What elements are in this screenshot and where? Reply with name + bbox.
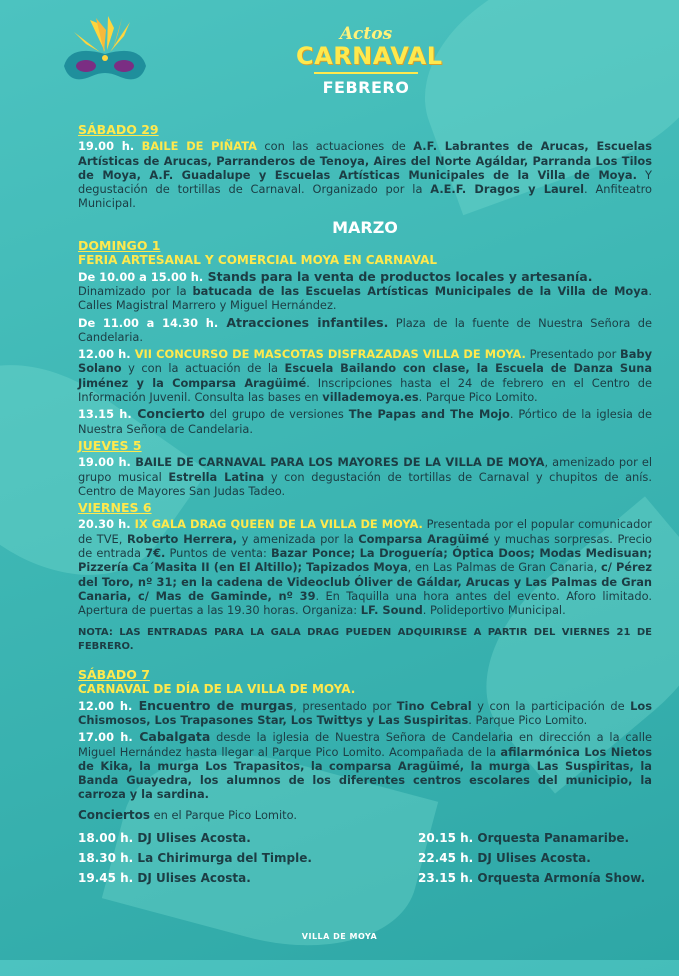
event-performers: batucada de las Escuelas Artísticas Municipales de la Villa de Moya bbox=[192, 283, 649, 298]
event-venue: y con degustación de tortillas de Carnaval y chupitos de anís. Centro de Mayores San Judas Tadeo. bbox=[78, 469, 652, 498]
event-performers: A.F. Labrantes de Arucas, Escuelas Artísticas de Arucas, Parranderos de Tenoya, Aires del Norte Agáldar, Parranda Los Tilos de Moya, A.F. Guadalupe y Escuelas Artísticas Municipales de la Villa de Moya. bbox=[78, 139, 652, 182]
event-price: 7€. bbox=[145, 546, 166, 561]
concert-time: 18.30 h. bbox=[78, 851, 134, 866]
event-cabalgata bbox=[78, 730, 652, 801]
event-text: Y degustación de tortillas de Carnaval. Organizado por la bbox=[78, 167, 652, 197]
event-text: Presentado por bbox=[525, 347, 621, 362]
event-text: y con la actuación de la bbox=[121, 361, 285, 376]
event-venue: Plaza de la fuente de Nuestra Señora de Candelaria. bbox=[78, 315, 652, 344]
event-text: Dinamizado por la bbox=[78, 283, 193, 298]
concert-time: 18.00 h. bbox=[78, 831, 134, 846]
event-text: . En Taquilla una hora antes del evento. Aforo limitado. Apertura de puertas a las 19.30 horas. Organiza: bbox=[78, 588, 652, 618]
event-performers: The Papas and The Mojo bbox=[348, 407, 510, 422]
event-time: 13.15 h. bbox=[78, 407, 132, 422]
event-venue: . Calles Magistral Marrero y Miguel Hernández. bbox=[78, 283, 652, 313]
day-heading-jueves5: JUEVES 5 bbox=[78, 437, 142, 453]
event-title: VII CONCURSO DE MASCOTAS DISFRAZADAS VILLA DE MOYA. bbox=[130, 347, 526, 362]
month-heading: MARZO bbox=[332, 217, 398, 237]
concert-name: DJ Ulises Acosta. bbox=[133, 831, 251, 846]
subheading-carnaval-dia: CARNAVAL DE DÍA DE LA VILLA DE MOYA. bbox=[78, 682, 356, 697]
event-text: y muchas sorpresas. Precio de entrada bbox=[78, 531, 652, 561]
concert-row bbox=[418, 868, 652, 888]
event-time: 19.00 h. bbox=[78, 455, 131, 470]
subheading-feria: FERIA ARTESANAL Y COMERCIAL MOYA EN CARNAVAL bbox=[78, 253, 438, 268]
event-title: Stands para la venta de productos locales y artesanía. bbox=[203, 268, 593, 284]
event-text: y amenizada por la bbox=[237, 531, 359, 546]
event-text: , en Las Palmas de Gran Canaria, bbox=[407, 560, 601, 575]
event-venue: . Parque Pico Lomito. bbox=[468, 712, 588, 727]
event-text: . Inscripciones hasta el 24 de febrero en el Centro de Información Juvenil. Consulta las bases en bbox=[78, 375, 652, 405]
event-baile-mayores bbox=[78, 455, 652, 498]
event-title: Cabalgata bbox=[132, 729, 211, 745]
event-text: Presentada por el popular comunicador de TVE, bbox=[78, 517, 652, 546]
event-text: Puntos de venta: bbox=[165, 546, 271, 561]
event-time: De 10.00 a 15.00 h. bbox=[78, 269, 204, 284]
event-time: 17.00 h. bbox=[78, 730, 133, 745]
event-performers: afilarmónica Los Nietos de Kika, la murga Los Trapasitos, la comparsa Aragüimé, la murga Las Suspiritas, la Banda Guayedra, los alumnos de los diferentes centros escolares del municipio, la carroza y la sardina. bbox=[78, 744, 652, 802]
event-venue: . Parque Pico Lomito. bbox=[418, 390, 538, 405]
concert-time: 22.45 h. bbox=[418, 851, 474, 866]
event-venue: . Pórtico de la iglesia de Nuestra Señora de Candelaria. bbox=[78, 407, 652, 436]
event-website: villademoya.es bbox=[322, 390, 419, 405]
concerts-heading bbox=[78, 808, 652, 822]
title-febrero: FEBRERO bbox=[322, 78, 410, 97]
concerts-label: Conciertos bbox=[78, 807, 150, 822]
concert-row bbox=[418, 828, 652, 848]
day-heading-sabado29: SÁBADO 29 bbox=[78, 122, 159, 137]
concerts-venue: en el Parque Pico Lomito. bbox=[150, 807, 298, 822]
program-content bbox=[78, 120, 652, 888]
title-actos: Actos bbox=[339, 24, 393, 44]
event-murgas bbox=[78, 699, 652, 728]
concerts-column-right bbox=[418, 828, 652, 888]
concerts-column-left bbox=[78, 828, 418, 888]
event-text: , amenizado por el grupo musical bbox=[78, 455, 652, 484]
event-stands bbox=[78, 270, 652, 313]
event-presenter: Roberto Herrera, bbox=[126, 531, 238, 546]
event-concierto bbox=[78, 407, 652, 436]
event-performers: Los Chismosos, Los Trapasones Star, Los Twittys y Las Suspiritas bbox=[78, 698, 653, 727]
concert-name: Orquesta Armonía Show. bbox=[473, 871, 646, 886]
concert-name: DJ Ulises Acosta. bbox=[133, 871, 251, 886]
event-text: desde la iglesia de Nuestra Señora de Candelaria en dirección a la calle Miguel Hernández hasta llegar al Parque Pico Lomito. Acompañada de la bbox=[78, 730, 652, 759]
day-heading-domingo1: DOMINGO 1 bbox=[78, 238, 161, 254]
event-title: BAILE DE PIÑATA bbox=[141, 139, 257, 154]
event-title: BAILE DE CARNAVAL PARA LOS MAYORES DE LA VILLA DE MOYA bbox=[130, 455, 545, 470]
event-title: IX GALA DRAG QUEEN DE LA VILLA DE MOYA. bbox=[130, 517, 423, 532]
concerts-grid bbox=[78, 828, 652, 888]
concert-name: La Chirimurga del Timple. bbox=[133, 851, 312, 866]
concert-row bbox=[418, 848, 652, 868]
event-presenter: Baby Solano bbox=[78, 347, 652, 376]
event-title: Atracciones infantiles. bbox=[218, 314, 389, 330]
title-carnaval: CARNAVAL bbox=[296, 42, 443, 70]
header bbox=[0, 0, 679, 118]
event-performers: Estrella Latina bbox=[168, 469, 265, 484]
carnival-mask-icon bbox=[60, 14, 150, 94]
day-heading-sabado7: SÁBADO 7 bbox=[78, 667, 150, 683]
footer-villa-de-moya: VILLA DE MOYA bbox=[301, 932, 378, 941]
event-sale-points: Bazar Ponce; La Droguería; Óptica Doos; Modas Medisuan; Pizzería Ca´Masita II (en El Altillo); Tapizados Moya bbox=[78, 546, 653, 575]
concert-row bbox=[78, 848, 418, 868]
event-sabado29 bbox=[78, 139, 652, 210]
event-performers: Escuela Bailando con clase, la Escuela de Danza Suna Jiménez y la Comparsa Aragüimé bbox=[78, 361, 652, 390]
concert-name: DJ Ulises Acosta. bbox=[473, 851, 591, 866]
event-text: con las actuaciones de bbox=[256, 139, 414, 154]
event-venue: . Anfiteatro Municipal. bbox=[78, 182, 652, 211]
event-time: 20.30 h. bbox=[78, 517, 131, 532]
event-venue: . Polideportivo Municipal. bbox=[422, 603, 566, 618]
event-time: 12.00 h. bbox=[78, 347, 131, 362]
event-title: Encuentro de murgas bbox=[132, 697, 294, 713]
concert-time: 20.15 h. bbox=[418, 831, 474, 846]
concert-time: 19.45 h. bbox=[78, 871, 134, 886]
event-time: 12.00 h. bbox=[78, 698, 133, 713]
title-block bbox=[296, 24, 443, 97]
day-heading-viernes6: VIERNES 6 bbox=[78, 500, 152, 516]
note-drag-tickets: NOTA: LAS ENTRADAS PARA LA GALA DRAG PUEDEN ADQUIRIRSE A PARTIR DEL VIERNES 21 DE FEBRERO. bbox=[78, 626, 652, 652]
event-text: del grupo de versiones bbox=[204, 407, 349, 422]
concert-name: Orquesta Panamaribe. bbox=[473, 831, 630, 846]
event-sale-points: c/ Pérez del Toro, nº 31; en la cadena de Videoclub Óliver de Gáldar, Arucas y Las Palmas de Gran Canaria, c/ Mas de Gaminde, nº 39 bbox=[78, 560, 652, 603]
event-performers: Comparsa Aragüimé bbox=[358, 531, 490, 546]
event-organizer: A.E.F. Dragos y Laurel bbox=[430, 182, 585, 197]
event-atracciones bbox=[78, 316, 652, 345]
concert-row bbox=[78, 828, 418, 848]
event-time: 19.00 h. bbox=[78, 139, 135, 154]
event-presenter: Tino Cebral bbox=[396, 698, 472, 713]
event-organizer: LF. Sound bbox=[360, 603, 423, 618]
concert-time: 23.15 h. bbox=[418, 871, 474, 886]
event-time: De 11.00 a 14.30 h. bbox=[78, 315, 219, 330]
event-text: y con la participación de bbox=[471, 698, 631, 713]
event-gala-drag bbox=[78, 517, 652, 617]
title-divider bbox=[314, 72, 418, 74]
event-title: Concierto bbox=[131, 406, 205, 422]
concert-row bbox=[78, 868, 418, 888]
event-mascotas bbox=[78, 347, 652, 404]
event-text: , presentado por bbox=[293, 698, 397, 713]
